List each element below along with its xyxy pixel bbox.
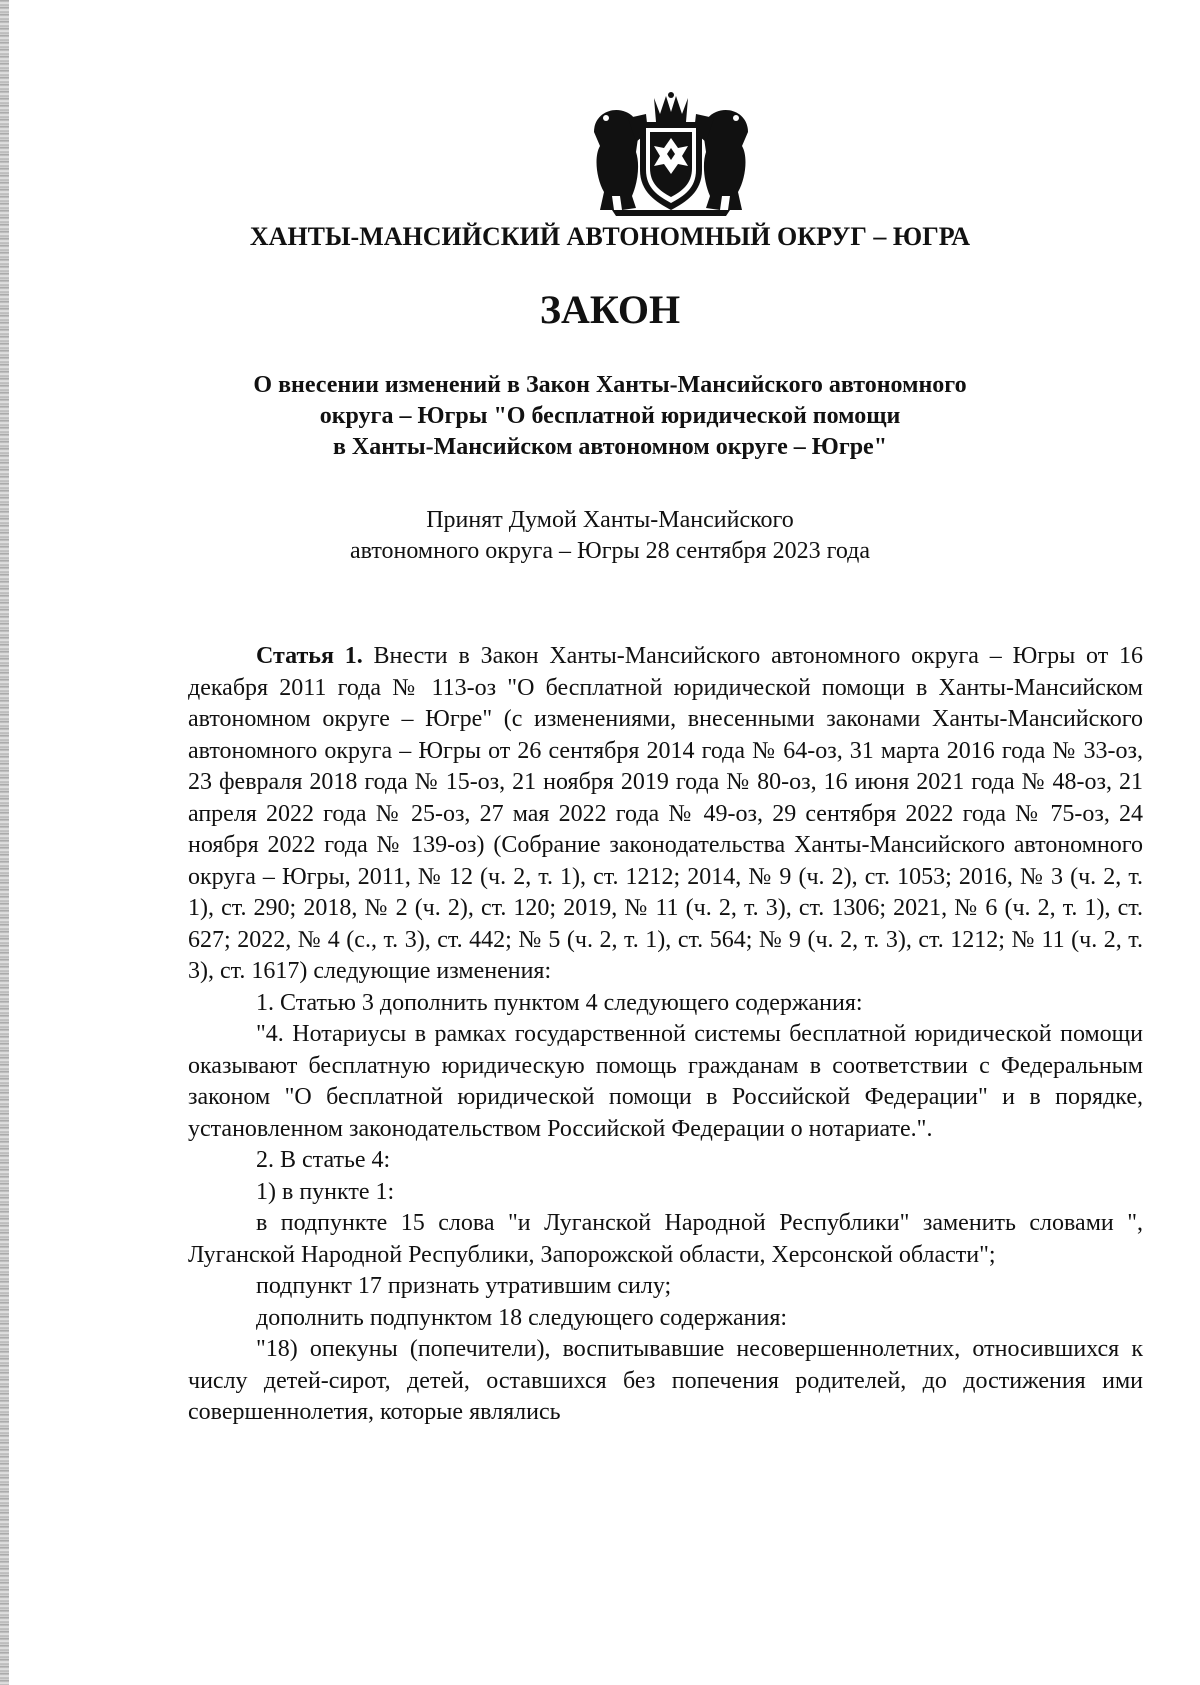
article-1-paragraph [188,641,1143,988]
law-title-line: округа – Югры "О бесплатной юридической помощи [319,403,901,429]
body-paragraph: 1) в пункте 1: [256,1178,395,1205]
body-paragraph: в подпункте 15 слова "и Луганской Народной Республики" заменить словами ", Луганской Народной Республики, Запорожской области, Херсонской области"; [188,1210,1143,1268]
article-1-text: Внести в Закон Ханты-Мансийского автономного округа – Югры от 16 декабря 2011 года № 113-оз "О бесплатной юридической помощи в Ханты-Мансийском автономном округе – Югре" (с изменениями, внесенными законами Ханты-Мансийского автономного округа – Югры от 26 сентября 2014 года № 64-оз, 31 марта 2016 года № 33-оз, 23 февраля 2018 года № 15-оз, 21 ноября 2019 года № 80-оз, 16 июня 2021 года № 48-оз, 21 апреля 2022 года № 25-оз, 27 мая 2022 года № 49-оз, 29 сентября 2022 года № 75-оз, 24 ноября 2022 года № 139-оз) (Собрание законодательства Ханты-Мансийского автономного округа – Югры, 2011, № 12 (ч. 2, т. 1), ст. 1212; 2014, № 9 (ч. 2), ст. 1053; 2016, № 3 (ч. 2, т. 1), ст. 290; 2018, № 2 (ч. 2), ст. 120; 2019, № 11 (ч. 2, т. 3), ст. 1306; 2021, № 6 (ч. 2, т. 1), ст. 627; 2022, № 4 (с., т. 3), ст. 442; № 5 (ч. 2, т. 1), ст. 564; № 9 (ч. 2, т. 3), ст. 1212; № 11 (ч. 2, т. 3), ст. 1617) следующие изменения: [188,643,1143,984]
adoption-note-line: автономного округа – Югры 28 сентября 2023 года [349,538,871,564]
body-paragraph: "18) опекуны (попечители), воспитывавшие несовершеннолетних, относившихся к числу детей-сирот, детей, оставшихся без попечения родителей, до достижения ими совершеннолетия, которые являлись [188,1336,1143,1425]
document-type-heading: ЗАКОН [539,287,681,332]
coat-of-arms-emblem-icon [592,92,750,217]
region-heading: ХАНТЫ-МАНСИЙСКИЙ АВТОНОМНЫЙ ОКРУГ – ЮГРА [249,222,971,251]
body-paragraph: дополнить подпунктом 18 следующего содержания: [256,1304,788,1331]
law-title [10,370,1200,463]
document-body [188,641,1143,1429]
law-title-line: в Ханты-Мансийском автономном округе – Югре" [332,434,888,460]
law-title-line: О внесении изменений в Закон Ханты-Мансийского автономного [253,372,967,398]
body-paragraph: "4. Нотариусы в рамках государственной системы бесплатной юридической помощи оказывают бесплатную юридическую помощь гражданам в соответствии с Федеральным законом "О бесплатной юридической помощи в Российской Федерации" и в порядке, установленном законодательством Российской Федерации о нотариате.". [188,1021,1143,1142]
body-paragraph: подпункт 17 признать утратившим силу; [256,1273,672,1299]
adoption-note [10,505,1200,567]
adoption-note-line: Принят Думой Ханты-Мансийского [426,507,794,533]
body-paragraph: 1. Статью 3 дополнить пунктом 4 следующего содержания: [256,989,863,1016]
article-1-label: Статья 1. [256,643,363,669]
body-paragraph: 2. В статье 4: [256,1147,391,1173]
